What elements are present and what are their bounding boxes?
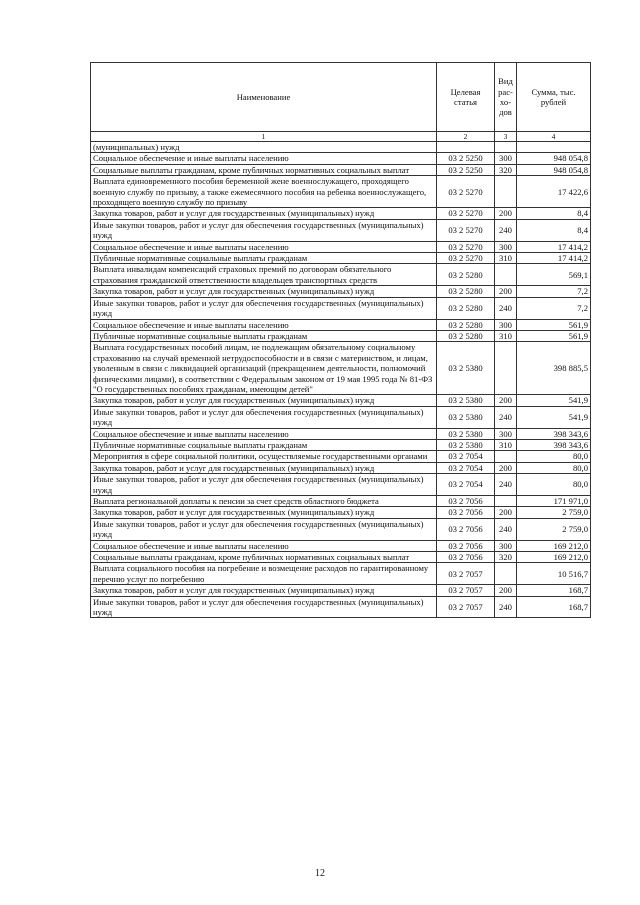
cell-amount: 541,9 — [517, 406, 591, 428]
cell-expense-type: 200 — [495, 462, 517, 473]
table-row — [91, 406, 591, 428]
cell-target-code: 03 2 7057 — [437, 585, 495, 596]
cell-expense-type: 300 — [495, 241, 517, 252]
table-row — [91, 253, 591, 264]
cell-amount: 948 054,8 — [517, 153, 591, 164]
header-code: Целевая статья — [437, 63, 495, 132]
cell-amount: 17 414,2 — [517, 241, 591, 252]
cell-amount: 541,9 — [517, 395, 591, 406]
table-row — [91, 428, 591, 439]
table-header-row — [91, 63, 591, 132]
header-sum: Сумма, тыс. рублей — [517, 63, 591, 132]
table-row — [91, 208, 591, 219]
cell-name: Социальное обеспечение и иные выплаты населению — [91, 540, 437, 551]
column-number: 2 — [437, 132, 495, 142]
cell-name: Социальное обеспечение и иные выплаты населению — [91, 153, 437, 164]
cell-target-code: 03 2 7057 — [437, 596, 495, 618]
cell-amount: 8,4 — [517, 219, 591, 241]
header-type: Вид рас-хо-дов — [495, 63, 517, 132]
cell-target-code: 03 2 5280 — [437, 319, 495, 330]
cell-name: Иные закупки товаров, работ и услуг для обеспечения государственных (муниципальных) нужд — [91, 518, 437, 540]
cell-name: (муниципальных) нужд — [91, 142, 437, 153]
table-row — [91, 319, 591, 330]
cell-target-code: 03 2 5280 — [437, 286, 495, 297]
cell-name: Социальное обеспечение и иные выплаты населению — [91, 319, 437, 330]
cell-expense-type — [495, 451, 517, 462]
cell-expense-type: 200 — [495, 208, 517, 219]
cell-expense-type: 310 — [495, 439, 517, 450]
cell-target-code — [437, 142, 495, 153]
column-number-row — [91, 132, 591, 142]
cell-name: Публичные нормативные социальные выплаты гражданам — [91, 330, 437, 341]
cell-amount: 569,1 — [517, 264, 591, 286]
cell-target-code: 03 2 7054 — [437, 462, 495, 473]
column-number: 4 — [517, 132, 591, 142]
cell-amount: 80,0 — [517, 474, 591, 496]
cell-expense-type: 200 — [495, 507, 517, 518]
cell-amount: 948 054,8 — [517, 164, 591, 175]
cell-name: Закупка товаров, работ и услуг для государственных (муниципальных) нужд — [91, 208, 437, 219]
cell-target-code: 03 2 5270 — [437, 208, 495, 219]
table-row — [91, 563, 591, 585]
table-row — [91, 496, 591, 507]
cell-expense-type — [495, 142, 517, 153]
cell-amount: 169 212,0 — [517, 540, 591, 551]
cell-amount: 398 885,5 — [517, 342, 591, 395]
cell-amount: 8,4 — [517, 208, 591, 219]
cell-expense-type: 240 — [495, 297, 517, 319]
cell-target-code: 03 2 5250 — [437, 164, 495, 175]
cell-amount — [517, 142, 591, 153]
table-row — [91, 176, 591, 208]
cell-target-code: 03 2 5380 — [437, 406, 495, 428]
cell-name: Социальное обеспечение и иные выплаты населению — [91, 428, 437, 439]
cell-amount: 561,9 — [517, 330, 591, 341]
cell-expense-type — [495, 496, 517, 507]
cell-expense-type: 200 — [495, 395, 517, 406]
table-row — [91, 164, 591, 175]
table-body — [91, 142, 591, 618]
cell-target-code: 03 2 5270 — [437, 253, 495, 264]
cell-name: Закупка товаров, работ и услуг для государственных (муниципальных) нужд — [91, 462, 437, 473]
cell-amount: 398 343,6 — [517, 439, 591, 450]
cell-name: Мероприятия в сфере социальной политики, осуществляемые государственными органами — [91, 451, 437, 462]
cell-expense-type: 300 — [495, 319, 517, 330]
cell-expense-type: 240 — [495, 518, 517, 540]
table-row — [91, 153, 591, 164]
cell-name: Публичные нормативные социальные выплаты гражданам — [91, 253, 437, 264]
cell-amount: 7,2 — [517, 297, 591, 319]
cell-name: Иные закупки товаров, работ и услуг для обеспечения государственных (муниципальных) нужд — [91, 596, 437, 618]
cell-expense-type: 200 — [495, 286, 517, 297]
cell-amount: 2 759,0 — [517, 518, 591, 540]
table-row — [91, 330, 591, 341]
budget-table — [90, 62, 591, 618]
cell-amount: 17 414,2 — [517, 253, 591, 264]
table-row — [91, 264, 591, 286]
table-row — [91, 286, 591, 297]
cell-amount: 80,0 — [517, 462, 591, 473]
cell-target-code: 03 2 7056 — [437, 507, 495, 518]
cell-expense-type: 300 — [495, 428, 517, 439]
cell-name: Публичные нормативные социальные выплаты гражданам — [91, 439, 437, 450]
table-row — [91, 219, 591, 241]
table-row — [91, 342, 591, 395]
table-row — [91, 474, 591, 496]
cell-name: Выплата региональной доплаты к пенсии за счет средств областного бюджета — [91, 496, 437, 507]
cell-expense-type — [495, 563, 517, 585]
cell-target-code: 03 2 5380 — [437, 439, 495, 450]
cell-target-code: 03 2 5270 — [437, 176, 495, 208]
column-number: 1 — [91, 132, 437, 142]
cell-name: Закупка товаров, работ и услуг для государственных (муниципальных) нужд — [91, 585, 437, 596]
cell-name: Социальное обеспечение и иные выплаты населению — [91, 241, 437, 252]
cell-expense-type — [495, 176, 517, 208]
cell-target-code: 03 2 7056 — [437, 540, 495, 551]
cell-target-code: 03 2 5270 — [437, 241, 495, 252]
cell-target-code: 03 2 7054 — [437, 451, 495, 462]
cell-name: Иные закупки товаров, работ и услуг для обеспечения государственных (муниципальных) нужд — [91, 219, 437, 241]
cell-name: Выплата инвалидам компенсаций страховых премий по договорам обязательного страхования гражданской ответственности владельцев транспортных средств — [91, 264, 437, 286]
cell-expense-type: 320 — [495, 552, 517, 563]
cell-name: Выплата государственных пособий лицам, не подлежащим обязательному социальному страхованию на случай временной нетрудоспособности и в связи с материнством, и лицам, уволенным в связи с ликвидацией организаций (прекращением деятельности, полномочий физическими лицами), в соответствии с Федеральным законом от 19 мая 1995 года № 81-ФЗ "О государственных пособиях гражданам, имеющим детей" — [91, 342, 437, 395]
cell-expense-type: 300 — [495, 540, 517, 551]
table-row — [91, 451, 591, 462]
cell-name: Закупка товаров, работ и услуг для государственных (муниципальных) нужд — [91, 286, 437, 297]
cell-expense-type: 320 — [495, 164, 517, 175]
table-row — [91, 297, 591, 319]
cell-name: Социальные выплаты гражданам, кроме публичных нормативных социальных выплат — [91, 552, 437, 563]
cell-expense-type — [495, 264, 517, 286]
table-row — [91, 518, 591, 540]
cell-target-code: 03 2 7056 — [437, 552, 495, 563]
table-row — [91, 507, 591, 518]
cell-target-code: 03 2 5280 — [437, 297, 495, 319]
table-row — [91, 142, 591, 153]
cell-amount: 168,7 — [517, 585, 591, 596]
table-row — [91, 552, 591, 563]
cell-name: Иные закупки товаров, работ и услуг для обеспечения государственных (муниципальных) нужд — [91, 474, 437, 496]
cell-amount: 7,2 — [517, 286, 591, 297]
cell-amount: 2 759,0 — [517, 507, 591, 518]
cell-target-code: 03 2 5250 — [437, 153, 495, 164]
cell-target-code: 03 2 5380 — [437, 395, 495, 406]
cell-expense-type: 240 — [495, 596, 517, 618]
cell-target-code: 03 2 5380 — [437, 342, 495, 395]
header-name: Наименование — [91, 63, 437, 132]
cell-target-code: 03 2 7056 — [437, 518, 495, 540]
table-row — [91, 462, 591, 473]
cell-expense-type: 240 — [495, 474, 517, 496]
page-number: 12 — [315, 868, 325, 879]
cell-amount: 10 516,7 — [517, 563, 591, 585]
cell-expense-type: 200 — [495, 585, 517, 596]
cell-name: Закупка товаров, работ и услуг для государственных (муниципальных) нужд — [91, 395, 437, 406]
cell-name: Иные закупки товаров, работ и услуг для обеспечения государственных (муниципальных) нужд — [91, 406, 437, 428]
cell-amount: 17 422,6 — [517, 176, 591, 208]
cell-expense-type — [495, 342, 517, 395]
cell-expense-type: 240 — [495, 219, 517, 241]
cell-amount: 169 212,0 — [517, 552, 591, 563]
cell-amount: 168,7 — [517, 596, 591, 618]
cell-target-code: 03 2 5270 — [437, 219, 495, 241]
cell-amount: 80,0 — [517, 451, 591, 462]
cell-name: Социальные выплаты гражданам, кроме публичных нормативных социальных выплат — [91, 164, 437, 175]
cell-name: Иные закупки товаров, работ и услуг для обеспечения государственных (муниципальных) нужд — [91, 297, 437, 319]
cell-target-code: 03 2 7056 — [437, 496, 495, 507]
column-number: 3 — [495, 132, 517, 142]
cell-target-code: 03 2 7057 — [437, 563, 495, 585]
table-row — [91, 585, 591, 596]
cell-target-code: 03 2 5280 — [437, 264, 495, 286]
cell-name: Закупка товаров, работ и услуг для государственных (муниципальных) нужд — [91, 507, 437, 518]
cell-expense-type: 240 — [495, 406, 517, 428]
cell-name: Выплата единовременного пособия беременной жене военнослужащего, проходящего военную службу по призыву, а также ежемесячного пособия на ребенка военнослужащего, проходящего военную службу по призыву — [91, 176, 437, 208]
table-row — [91, 540, 591, 551]
cell-target-code: 03 2 5280 — [437, 330, 495, 341]
table-row — [91, 241, 591, 252]
cell-expense-type: 310 — [495, 330, 517, 341]
cell-name: Выплата социального пособия на погребение и возмещение расходов по гарантированному перечню услуг по погребению — [91, 563, 437, 585]
table-row — [91, 596, 591, 618]
cell-expense-type: 300 — [495, 153, 517, 164]
cell-amount: 561,9 — [517, 319, 591, 330]
cell-expense-type: 310 — [495, 253, 517, 264]
table-row — [91, 439, 591, 450]
cell-amount: 171 971,0 — [517, 496, 591, 507]
cell-target-code: 03 2 5380 — [437, 428, 495, 439]
cell-amount: 398 343,6 — [517, 428, 591, 439]
cell-target-code: 03 2 7054 — [437, 474, 495, 496]
table-row — [91, 395, 591, 406]
